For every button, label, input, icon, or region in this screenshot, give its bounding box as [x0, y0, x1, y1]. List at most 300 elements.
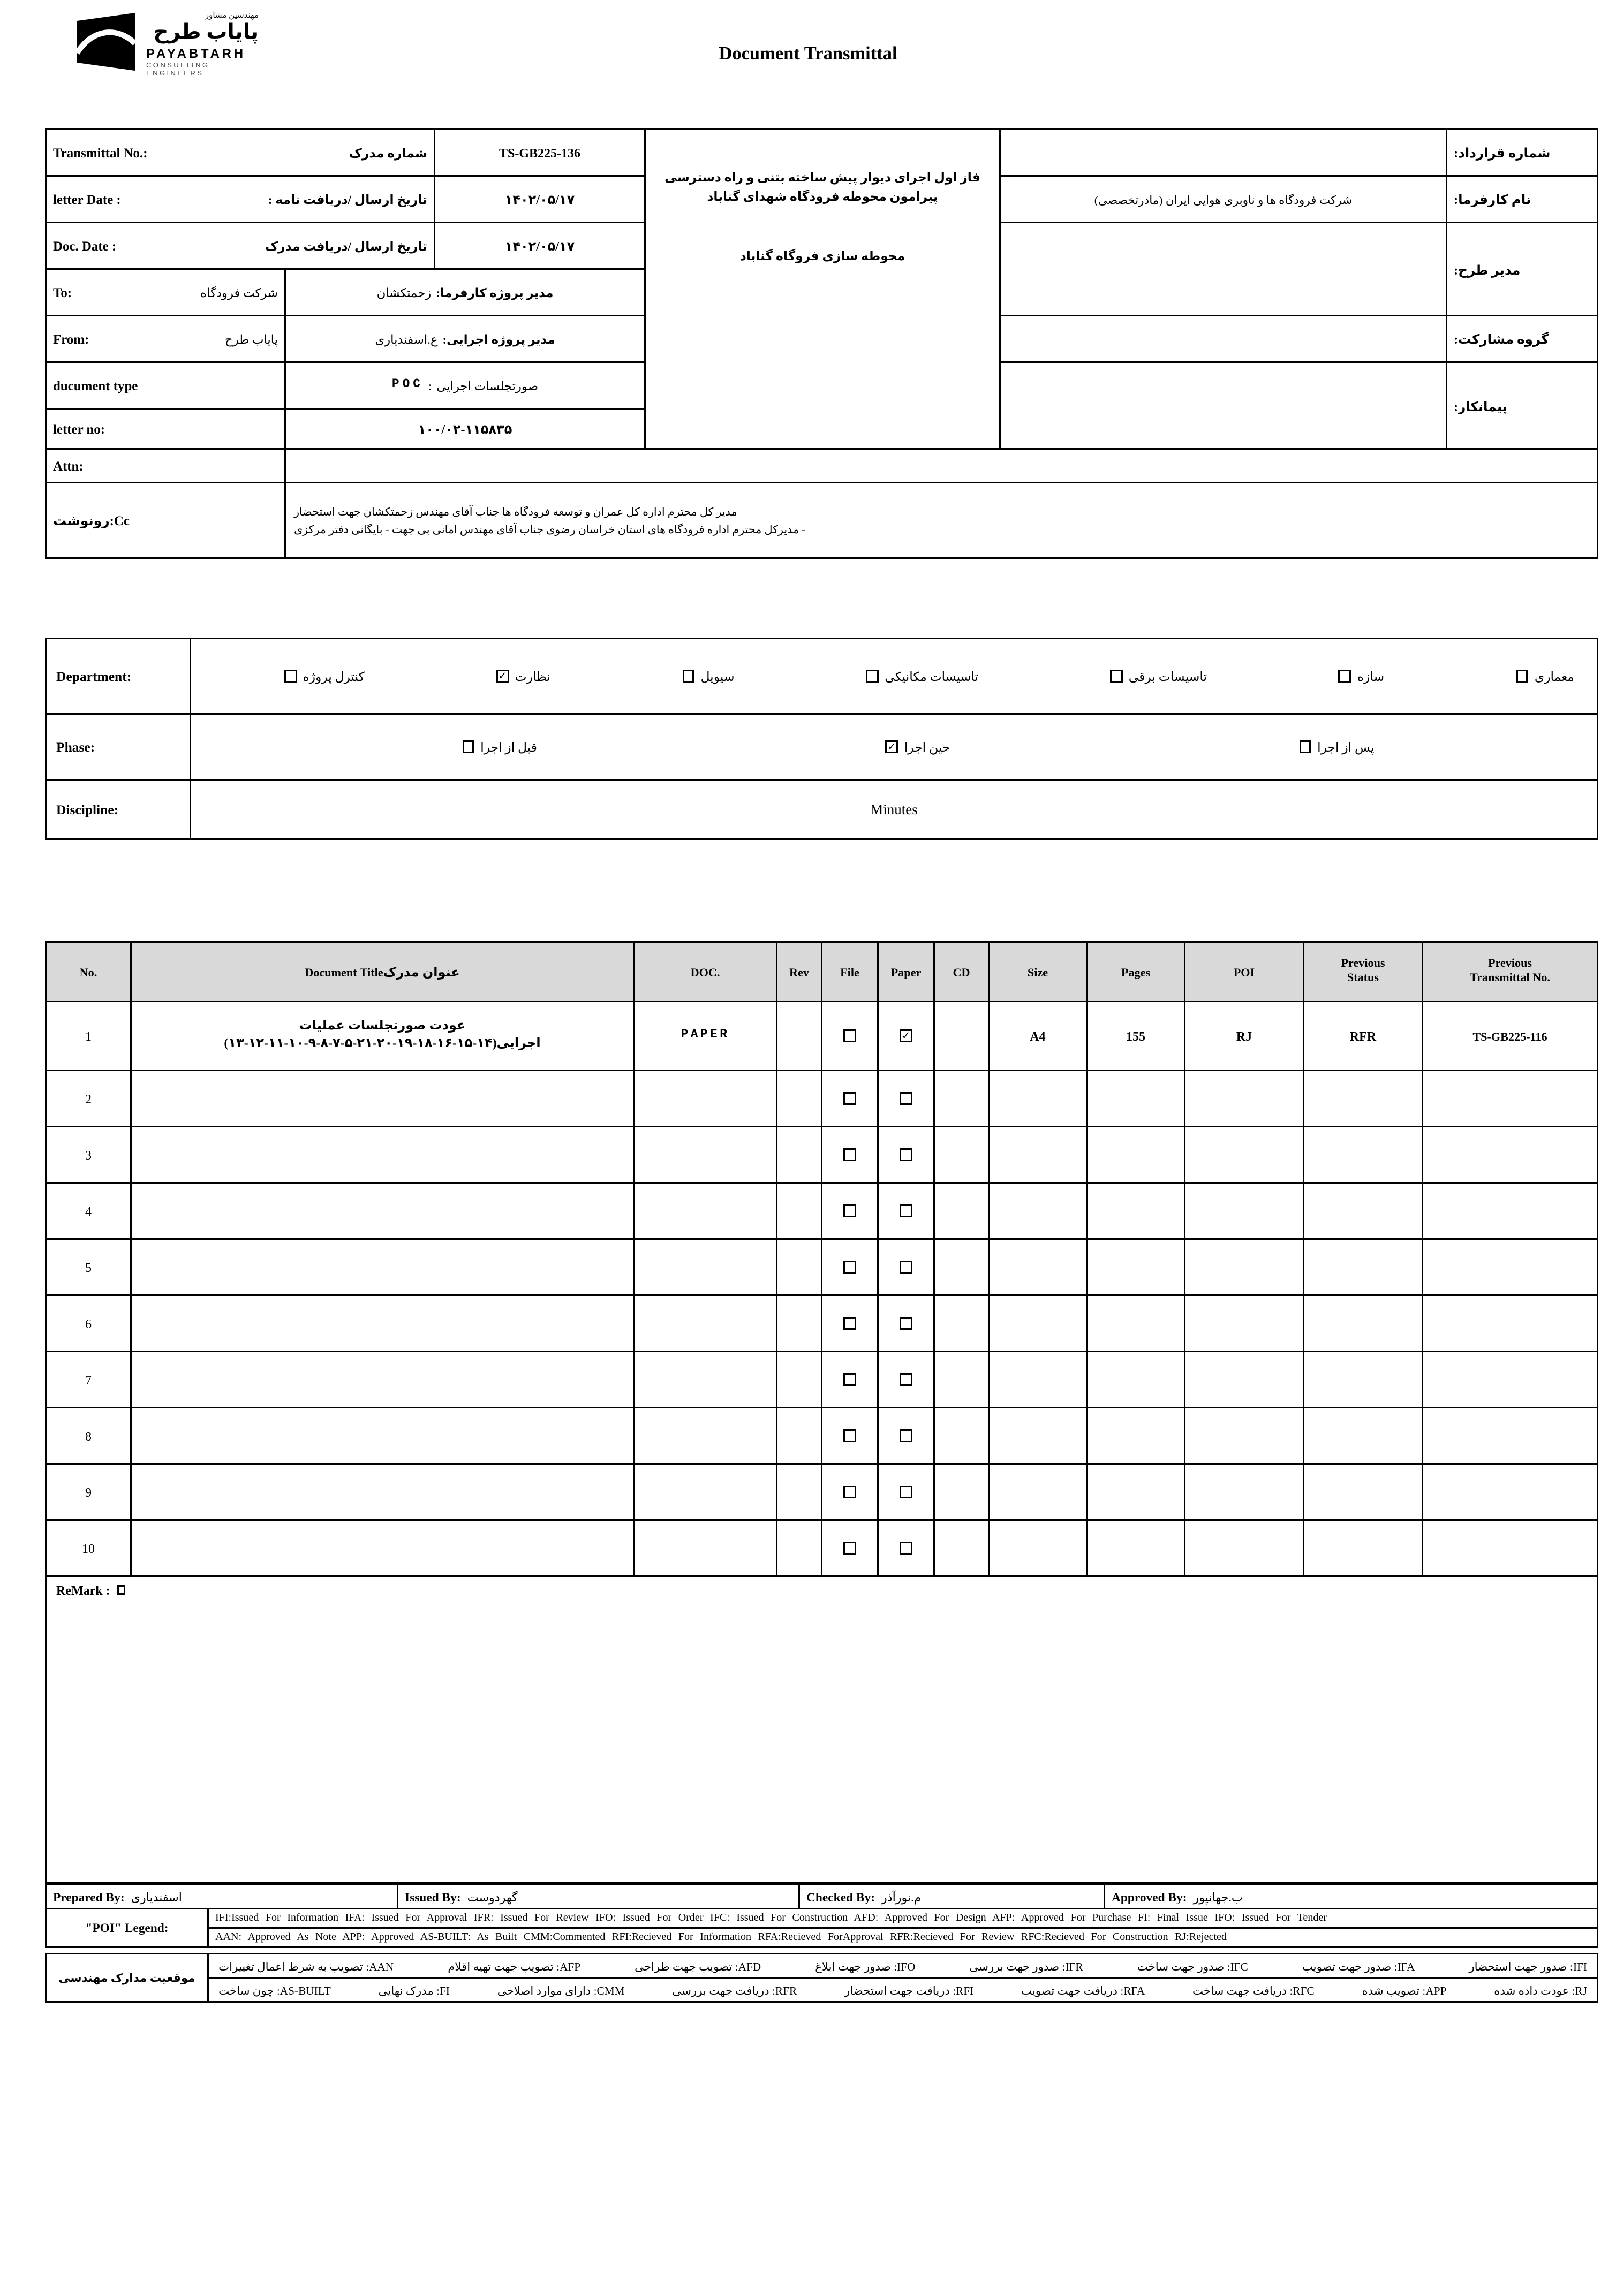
row-paper-cell	[879, 1002, 933, 1070]
legend-item: RJ: عودت داده شده	[1494, 1984, 1587, 1997]
file-checkbox[interactable]	[844, 1261, 856, 1274]
logo-mark-icon	[72, 11, 140, 75]
approved-by-cell	[1105, 1885, 1597, 1909]
prepared-by-name: اسفندیاری	[131, 1890, 182, 1905]
row-poi: RJ	[1185, 1002, 1303, 1070]
cc-label-cell	[47, 483, 284, 557]
from-label: From:	[53, 331, 89, 346]
col-title-en: Document Title	[305, 964, 383, 979]
col-title-fa: عنوان مدرک	[383, 964, 460, 979]
doc-type-value: صورتجلسات اجرایی	[436, 378, 539, 393]
legend-item: CMM: دارای موارد اصلاحی	[497, 1984, 625, 1997]
poi-legend-label: "POI" Legend:	[47, 1909, 207, 1946]
contractor-label: پیمانکار:	[1447, 363, 1597, 448]
row-poi	[1185, 1184, 1303, 1238]
table-row	[47, 1240, 1597, 1294]
table-row	[47, 1296, 1597, 1351]
file-checkbox[interactable]	[844, 1317, 856, 1330]
row-no: 5	[47, 1240, 130, 1294]
phase-item	[1299, 740, 1375, 754]
file-checkbox[interactable]	[844, 1542, 856, 1555]
col-rev: Rev	[777, 943, 821, 1001]
row-doc	[635, 1127, 776, 1182]
row-file-cell	[822, 1521, 877, 1575]
client-label: نام کارفرما:	[1447, 177, 1597, 222]
table-row	[47, 1184, 1597, 1238]
row-cd	[935, 1521, 988, 1575]
row-cd	[935, 1240, 988, 1294]
jv-value	[1001, 316, 1446, 361]
letter-no-cell	[47, 410, 284, 448]
row-prev-transmittal	[1423, 1352, 1597, 1407]
row-file-cell	[822, 1071, 877, 1126]
row-title	[132, 1071, 633, 1126]
row-cd	[935, 1184, 988, 1238]
row-paper-cell	[879, 1521, 933, 1575]
row-paper-cell	[879, 1465, 933, 1519]
cc-line1: مدیر کل محترم اداره کل عمران و توسعه فرودگاه ها جناب آقای مهندس زحمتکشان جهت استحضار	[294, 506, 737, 518]
doc-type-value-cell	[286, 363, 644, 408]
row-poi	[1185, 1465, 1303, 1519]
dept-checkbox[interactable]	[1110, 670, 1122, 683]
dept-item	[682, 669, 735, 684]
col-no: No.	[47, 943, 130, 1001]
file-checkbox[interactable]	[844, 1430, 856, 1442]
row-poi	[1185, 1352, 1303, 1407]
logo-fa-name: پایاب طرح	[153, 19, 259, 43]
from-cell	[47, 316, 284, 361]
row-file-cell	[822, 1127, 877, 1182]
row-prev-transmittal	[1423, 1127, 1597, 1182]
row-no: 2	[47, 1071, 130, 1126]
signature-row	[45, 1884, 1598, 1911]
row-prev-status	[1304, 1127, 1422, 1182]
project-description-cell	[646, 130, 999, 448]
table-row	[47, 1408, 1597, 1463]
paper-checkbox[interactable]	[900, 1486, 912, 1498]
dept-item	[496, 669, 550, 684]
company-logo	[72, 11, 259, 78]
row-pages	[1088, 1465, 1184, 1519]
file-checkbox[interactable]	[844, 1149, 856, 1161]
table-row	[47, 1071, 1597, 1126]
contractor-value	[1001, 363, 1446, 448]
phase-checkbox[interactable]	[462, 741, 474, 753]
row-size	[990, 1352, 1086, 1407]
logo-en-subtitle: CONSULTING ENGINEERS	[146, 61, 210, 78]
row-prev-transmittal: TS-GB225-116	[1423, 1002, 1597, 1070]
row-title	[132, 1127, 633, 1182]
paper-checkbox[interactable]	[900, 1317, 912, 1330]
row-poi	[1185, 1408, 1303, 1463]
row-file-cell	[822, 1184, 877, 1238]
row-cd	[935, 1296, 988, 1351]
row-rev	[777, 1002, 821, 1070]
row-doc	[635, 1071, 776, 1126]
approved-by-label: Approved By:	[1112, 1890, 1187, 1905]
row-doc	[635, 1296, 776, 1351]
row-prev-transmittal	[1423, 1465, 1597, 1519]
attn-value	[286, 450, 1597, 482]
info-table	[45, 128, 1598, 559]
dept-item	[1339, 669, 1384, 684]
project-line2: محوطه سازی فروگاه گناباد	[739, 249, 905, 264]
row-paper-cell	[879, 1296, 933, 1351]
col-size: Size	[990, 943, 1086, 1001]
client-value: شرکت فرودگاه ها و ناوبری هوایی ایران (مادرتخصصی)	[1001, 177, 1446, 222]
row-file-cell	[822, 1240, 877, 1294]
col-cd: CD	[935, 943, 988, 1001]
row-prev-status	[1304, 1352, 1422, 1407]
paper-checkbox[interactable]	[900, 1374, 912, 1386]
legend-item: AAN: تصویب به شرط اعمال تغییرات	[218, 1960, 394, 1973]
row-paper-cell	[879, 1184, 933, 1238]
phase-items	[191, 715, 1597, 779]
phase-item-label: پس از اجرا	[1317, 739, 1375, 754]
row-no: 3	[47, 1127, 130, 1182]
row-rev	[777, 1184, 821, 1238]
col-prev-status-l1: Previous	[1341, 956, 1385, 971]
row-size	[990, 1465, 1086, 1519]
row-rev	[777, 1127, 821, 1182]
legend-item: IFO: صدور جهت ابلاغ	[815, 1960, 916, 1973]
checked-by-label: Checked By:	[806, 1890, 875, 1905]
letter-date-value	[435, 177, 644, 222]
poi-legend-fa	[45, 1953, 1598, 2003]
department-label: Department:	[47, 639, 190, 713]
row-title	[132, 1240, 633, 1294]
phase-label: Phase:	[47, 715, 190, 779]
col-prev-trans-l1: Previous	[1487, 956, 1532, 971]
row-file-cell	[822, 1408, 877, 1463]
row-size	[990, 1184, 1086, 1238]
doc-type-cell	[47, 363, 284, 408]
design-manager-label: مدیر طرح:	[1447, 223, 1597, 315]
doc-date-label-fa: تاریخ ارسال /دریافت مدرک	[265, 238, 427, 253]
row-cd	[935, 1465, 988, 1519]
row-prev-transmittal	[1423, 1071, 1597, 1126]
col-prev-status	[1304, 943, 1422, 1001]
phase-checkbox[interactable]: ✓	[886, 741, 898, 753]
row-doc	[635, 1521, 776, 1575]
col-pages: Pages	[1088, 943, 1184, 1001]
transmittal-no-label-en: Transmittal No.:	[53, 145, 148, 160]
design-manager-value	[1001, 223, 1446, 315]
project-line1: فاز اول اجرای دیوار پیش ساخته بتنی و راه دسترسی پیرامون محوطه فرودگاه شهدای گناباد	[664, 170, 980, 204]
to-label: To:	[53, 285, 72, 300]
row-prev-transmittal	[1423, 1408, 1597, 1463]
row-poi	[1185, 1127, 1303, 1182]
row-doc	[635, 1240, 776, 1294]
poi-legend-fa-row1	[209, 1954, 1597, 1977]
from-value: پایاب طرح	[224, 331, 278, 346]
attn-label: Attn:	[53, 458, 84, 473]
row-prev-status	[1304, 1521, 1422, 1575]
row-prev-transmittal	[1423, 1521, 1597, 1575]
legend-item: RFC: دریافت جهت ساخت	[1192, 1984, 1315, 1997]
row-doc	[635, 1465, 776, 1519]
row-cd	[935, 1071, 988, 1126]
paper-checkbox[interactable]	[900, 1149, 912, 1161]
legend-item: APP: تصویب شده	[1362, 1984, 1447, 1997]
poi-legend-fa-label: موقعیت مدارک مهندسی	[47, 1954, 207, 2001]
row-title	[132, 1465, 633, 1519]
remark-checkbox[interactable]	[117, 1585, 126, 1594]
file-checkbox[interactable]	[844, 1374, 856, 1386]
doc-date-text: ۱۴۰۲/۰۵/۱۷	[504, 238, 575, 253]
cc-value-cell	[286, 483, 1597, 557]
row-title: عودت صورتجلسات عملیات اجرایی(۱۴-۱۵-۱۶-۱۸-۱۹-۲۰-۲۱-۵-۷-۸-۹-۱۰-۱۱-۱۲-۱۳)	[132, 1002, 633, 1070]
row-title	[132, 1408, 633, 1463]
phase-item-label: قبل از اجرا	[480, 739, 538, 754]
row-rev	[777, 1408, 821, 1463]
client-pm-value: زحمتکشان	[376, 285, 432, 300]
col-doc: DOC.	[635, 943, 776, 1001]
col-prev-trans-l2: Transmittal No.	[1470, 970, 1550, 984]
dept-checkbox[interactable]	[1516, 670, 1528, 683]
table-row	[47, 1521, 1597, 1575]
row-size	[990, 1521, 1086, 1575]
row-size	[990, 1296, 1086, 1351]
table-row	[47, 1352, 1597, 1407]
file-checkbox[interactable]	[844, 1486, 856, 1498]
row-no: 1	[47, 1002, 130, 1070]
row-no: 9	[47, 1465, 130, 1519]
row-paper-cell	[879, 1408, 933, 1463]
row-prev-status	[1304, 1240, 1422, 1294]
row-prev-transmittal	[1423, 1240, 1597, 1294]
transmittal-no-value: TS-GB225-136	[435, 130, 644, 175]
row-doc	[635, 1408, 776, 1463]
col-prev-status-l2: Status	[1347, 970, 1379, 984]
row-pages	[1088, 1296, 1184, 1351]
row-title	[132, 1352, 633, 1407]
legend-item: IFC: صدور جهت ساخت	[1137, 1960, 1248, 1973]
legend-item: AFP: تصویب جهت تهیه اقلام	[448, 1960, 581, 1973]
table-row	[47, 1127, 1597, 1182]
letter-date-label-en: letter Date :	[53, 192, 121, 207]
row-paper-cell	[879, 1071, 933, 1126]
transmittal-no-cell	[47, 130, 434, 175]
issued-by-label: Issued By:	[405, 1890, 461, 1905]
row-doc	[635, 1184, 776, 1238]
legend-item: RFA: دریافت جهت تصویب	[1021, 1984, 1145, 1997]
row-prev-status	[1304, 1184, 1422, 1238]
row-paper-cell	[879, 1127, 933, 1182]
row-no: 8	[47, 1408, 130, 1463]
row-pages	[1088, 1352, 1184, 1407]
row-prev-status	[1304, 1296, 1422, 1351]
row-rev	[777, 1352, 821, 1407]
doc-type-label: ducument type	[53, 378, 138, 393]
row-title	[132, 1184, 633, 1238]
row-no: 7	[47, 1352, 130, 1407]
paper-checkbox[interactable]	[900, 1261, 912, 1274]
row-cd	[935, 1002, 988, 1070]
legend-item: IFI: صدور جهت استحضار	[1469, 1960, 1587, 1973]
row-size	[990, 1071, 1086, 1126]
row-paper-cell	[879, 1352, 933, 1407]
transmittal-no-label-fa: شماره مدرک	[349, 145, 427, 160]
row-pages: 155	[1088, 1002, 1184, 1070]
legend-item: AS-BUILT: چون ساخت	[218, 1984, 331, 1997]
row-pages	[1088, 1408, 1184, 1463]
row-rev	[777, 1071, 821, 1126]
document-table	[45, 941, 1598, 1884]
row-no: 6	[47, 1296, 130, 1351]
row-doc: PAPER	[635, 1002, 776, 1070]
row-file-cell	[822, 1465, 877, 1519]
col-title	[132, 943, 633, 1001]
col-poi: POI	[1185, 943, 1303, 1001]
row-size	[990, 1408, 1086, 1463]
row-file-cell	[822, 1352, 877, 1407]
attn-label-cell	[47, 450, 284, 482]
row-poi	[1185, 1296, 1303, 1351]
client-pm-label: مدیر پروژه کارفرما:	[436, 285, 554, 300]
paper-checkbox[interactable]	[900, 1093, 912, 1105]
dept-item-label: سیویل	[700, 669, 735, 684]
paper-checkbox[interactable]	[900, 1542, 912, 1555]
dept-item	[866, 669, 978, 684]
table-row	[47, 1002, 1597, 1070]
row-size: A4	[990, 1002, 1086, 1070]
row-prev-status	[1304, 1408, 1422, 1463]
paper-checkbox[interactable]	[900, 1430, 912, 1442]
dept-checkbox[interactable]: ✓	[496, 670, 509, 683]
row-cd	[935, 1127, 988, 1182]
logo-fa-tagline: مهندسین مشاور	[205, 13, 259, 21]
doc-date-label-en: Doc. Date :	[53, 238, 117, 253]
legend-item: RFR: دریافت جهت بررسی	[672, 1984, 797, 1997]
col-file: File	[822, 943, 877, 1001]
row-rev	[777, 1240, 821, 1294]
exec-pm-label: مدیر پروژه اجرایی:	[442, 331, 555, 346]
row-pages	[1088, 1184, 1184, 1238]
row-poi	[1185, 1071, 1303, 1126]
dept-item-label: کنترل پروژه	[303, 669, 365, 684]
letter-date-cell	[47, 177, 434, 222]
dept-checkbox[interactable]	[284, 670, 297, 683]
exec-pm-cell	[286, 316, 644, 361]
row-prev-status	[1304, 1071, 1422, 1126]
row-size	[990, 1240, 1086, 1294]
logo-en-name: PAYABTARH	[146, 47, 246, 62]
dept-item-label: معماری	[1534, 669, 1574, 684]
poi-legend-en-row1: IFI:Issued For Information IFA: Issued For Approval IFR: Issued For Review IFO: Issued For Order IFC: Issued For Construction AFD: Approved For Design AFP: Approved For Purchase FI: Final Issue IFO: Issued For Tender	[209, 1909, 1597, 1927]
row-file-cell	[822, 1296, 877, 1351]
row-poi	[1185, 1240, 1303, 1294]
dept-checkbox[interactable]	[866, 670, 879, 683]
file-checkbox[interactable]	[844, 1093, 856, 1105]
dept-item-label: تاسیسات مکانیکی	[885, 669, 978, 684]
poi-legend-en-row2: AAN: Approved As Note APP: Approved AS-BUILT: As Built CMM:Commented RFI:Recieved For Information RFA:Recieved ForApproval RFR:Recieved For Review RFC:Recieved For Construction RJ:Rejected	[209, 1929, 1597, 1946]
table-header-row	[47, 943, 1597, 1001]
row-rev	[777, 1296, 821, 1351]
row-cd	[935, 1352, 988, 1407]
table-row	[47, 1465, 1597, 1519]
to-value: شرکت فرودگاه	[200, 285, 278, 300]
legend-item: FI: مدرک نهایی	[378, 1984, 450, 1997]
issued-by-name: گهردوست	[467, 1890, 518, 1905]
discipline-label: Discipline:	[47, 781, 190, 838]
row-rev	[777, 1521, 821, 1575]
legend-item: IFA: صدور جهت تصویب	[1302, 1960, 1415, 1973]
dept-checkbox[interactable]	[682, 670, 694, 683]
dept-item-label: تاسیسات برقی	[1128, 669, 1207, 684]
remark-section	[47, 1577, 1597, 1882]
letter-no-label: letter no:	[53, 421, 105, 436]
row-poi	[1185, 1521, 1303, 1575]
row-prev-status: RFR	[1304, 1002, 1422, 1070]
paper-checkbox[interactable]	[900, 1205, 912, 1217]
doc-date-cell	[47, 223, 434, 268]
contract-no-label: شماره قرارداد:	[1447, 130, 1597, 175]
legend-item: RFI: دریافت جهت استحضار	[844, 1984, 974, 1997]
paper-checkbox[interactable]: ✓	[900, 1030, 912, 1042]
remark-label: ReMark :	[56, 1583, 110, 1598]
phase-item-label: حین اجرا	[904, 739, 950, 754]
prepared-by-label: Prepared By:	[53, 1890, 125, 1905]
row-pages	[1088, 1127, 1184, 1182]
cc-label: Cc:رونوشت	[53, 514, 130, 528]
row-prev-transmittal	[1423, 1184, 1597, 1238]
row-no: 10	[47, 1521, 130, 1575]
issued-by-cell	[398, 1885, 798, 1909]
dept-item	[1110, 669, 1207, 684]
letter-no-value	[286, 410, 644, 448]
exec-pm-value: ع.اسفندیاری	[375, 331, 438, 346]
dept-checkbox[interactable]	[1339, 670, 1351, 683]
row-pages	[1088, 1521, 1184, 1575]
client-pm-cell	[286, 270, 644, 315]
letter-date-label-fa: تاریخ ارسال /دریافت نامه :	[268, 192, 427, 207]
col-prev-transmittal	[1423, 943, 1597, 1001]
dept-item-label: نظارت	[515, 669, 550, 684]
department-items	[191, 639, 1597, 713]
dept-item-label: سازه	[1357, 669, 1385, 684]
to-cell	[47, 270, 284, 315]
doc-date-value	[435, 223, 644, 268]
col-paper: Paper	[879, 943, 933, 1001]
doc-type-code: POC	[391, 379, 424, 392]
doc-type-sep: :	[428, 378, 432, 393]
row-prev-transmittal	[1423, 1296, 1597, 1351]
legend-item: AFD: تصویب جهت طراحی	[635, 1960, 761, 1973]
phase-checkbox[interactable]	[1299, 741, 1311, 753]
row-paper-cell	[879, 1240, 933, 1294]
approved-by-name: ب.جهانپور	[1193, 1890, 1243, 1905]
row-no: 4	[47, 1184, 130, 1238]
prepared-by-cell	[47, 1885, 397, 1909]
classification-table	[45, 638, 1598, 840]
row-cd	[935, 1408, 988, 1463]
row-rev	[777, 1465, 821, 1519]
file-checkbox[interactable]	[844, 1030, 856, 1042]
jv-label: گروه مشارکت:	[1447, 316, 1597, 361]
file-checkbox[interactable]	[844, 1205, 856, 1217]
cc-line2: - مدیرکل محترم اداره فرودگاه های استان خراسان رضوی جناب آقای مهندس امانی بی جهت - بایگانی دفتر مرکزی	[294, 524, 806, 536]
row-title	[132, 1296, 633, 1351]
dept-item	[1516, 669, 1574, 684]
poi-legend-fa-row2	[209, 1979, 1597, 2001]
legend-item: IFR: صدور جهت بررسی	[969, 1960, 1083, 1973]
poi-legend-en	[45, 1908, 1598, 1948]
contract-no-value	[1001, 130, 1446, 175]
checked-by-name: م.نورآذر	[881, 1890, 922, 1905]
row-prev-status	[1304, 1465, 1422, 1519]
letter-date-text: ۱۴۰۲/۰۵/۱۷	[504, 192, 575, 207]
